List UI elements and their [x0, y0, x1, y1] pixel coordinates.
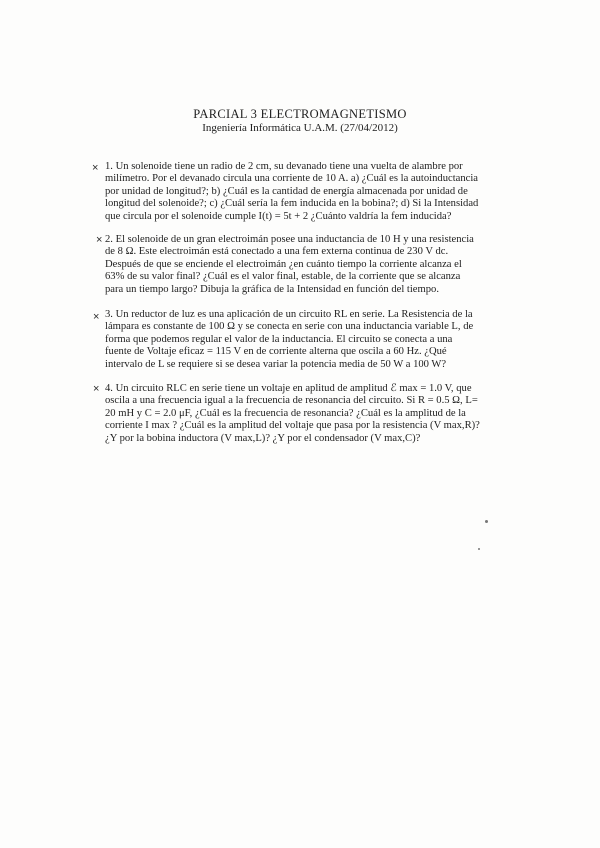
scan-speck — [485, 520, 488, 523]
problem-line: oscila a una frecuencia igual a la frecuencia de resonancia del circuito. Si R = 0.5 Ω, L= — [105, 395, 478, 407]
problem-line: 1. Un solenoide tiene un radio de 2 cm, su devanado tiene una vuelta de alambre por — [105, 161, 463, 172]
problem-2 — [105, 234, 493, 296]
check-mark: × — [93, 311, 100, 323]
problem-line: que circula por el solenoide cumple I(t) = 5t + 2 ¿Cuánto valdría la fem inducida? — [105, 210, 452, 222]
problem-line: para un tiempo largo? Dibuja la gráfica de la Intensidad en función del tiempo. — [105, 283, 439, 295]
problem-line: 63% de su valor final? ¿Cuál es el valor final, estable, de la corriente que se alcanza — [105, 271, 461, 283]
problem-line: 2. El solenoide de un gran electroimán posee una inductancia de 10 H y una resistencia — [105, 234, 474, 245]
problem-line: longitud del solenoide?; c) ¿Cuál sería la fem inducida en la bobina?; d) Si la Intensidad — [105, 198, 479, 210]
problem-line: 20 mH y C = 2.0 μF, ¿Cuál es la frecuencia de resonancia? ¿Cuál es la amplitud de la — [105, 407, 466, 419]
problem-line: milímetro. Por el devanado circula una corriente de 10 A. a) ¿Cuál es la autoinductancia — [105, 173, 478, 185]
problem-line: 3. Un reductor de luz es una aplicación de un circuito RL en serie. La Resistencia de la — [105, 309, 473, 320]
exam-title: PARCIAL 3 ELECTROMAGNETISMO — [193, 107, 407, 121]
check-mark: × — [96, 234, 103, 246]
problem-line: corriente I max ? ¿Cuál es la amplitud del voltaje que pasa por la resistencia (V max,R)? — [105, 420, 480, 432]
problem-line: intervalo de L se requiere si se desea variar la potencia media de 50 W a 100 W? — [105, 358, 447, 370]
problem-line: ¿Y por la bobina inductora (V max,L)? ¿Y por el condensador (V max,C)? — [105, 432, 421, 444]
check-mark: × — [92, 162, 99, 174]
exam-header — [150, 107, 450, 135]
problem-4 — [105, 383, 493, 445]
problem-line: Después de que se enciende el electroimán ¿en cuánto tiempo la corriente alcanza el — [105, 258, 462, 270]
problem-line: 4. Un circuito RLC en serie tiene un voltaje en aplitud de amplitud ℰ max = 1.0 V, que — [105, 383, 472, 394]
problem-line: lámpara es constante de 100 Ω y se conecta en serie con una inductancia variable L, de — [105, 321, 474, 333]
problem-1 — [105, 161, 493, 223]
problem-line: de 8 Ω. Este electroimán está conectado a una fem externa continua de 230 V dc. — [105, 246, 449, 258]
check-mark: × — [93, 383, 100, 395]
problem-3 — [105, 309, 493, 371]
exam-subtitle: Ingeniería Informática U.A.M. (27/04/2012) — [202, 122, 398, 134]
problem-line: forma que podemos regular el valor de la inductancia. El circuito se conecta a una — [105, 333, 453, 345]
problem-line: por unidad de longitud?; b) ¿Cuál es la cantidad de energía almacenada por unidad de — [105, 185, 468, 197]
problem-line: fuente de Voltaje eficaz = 115 V en de corriente alterna que oscila a 60 Hz. ¿Qué — [105, 346, 447, 358]
scan-speck — [478, 548, 480, 550]
